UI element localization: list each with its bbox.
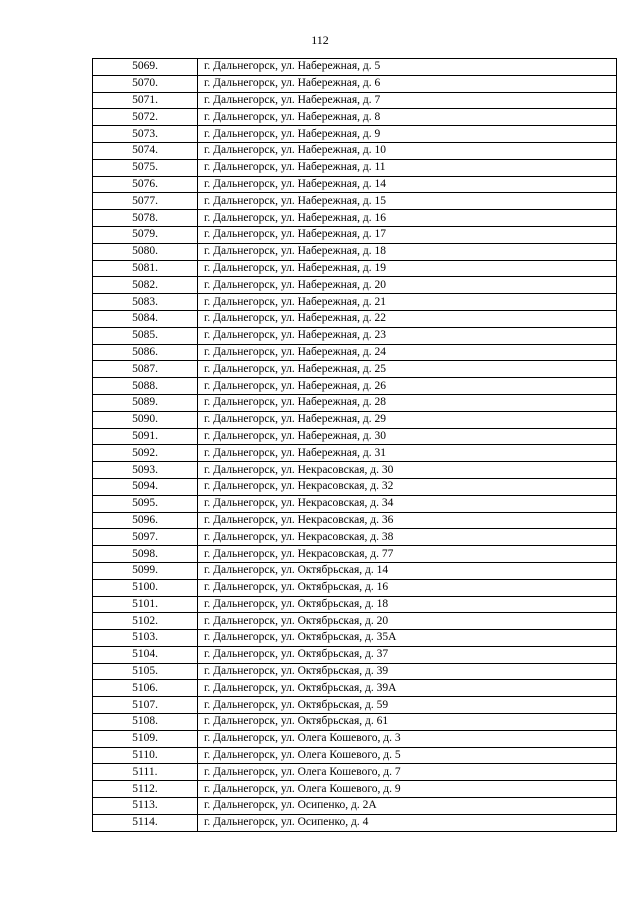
row-number-cell: 5097.: [93, 529, 198, 546]
row-number-cell: 5110.: [93, 747, 198, 764]
row-number-cell: 5109.: [93, 730, 198, 747]
row-number-cell: 5088.: [93, 378, 198, 395]
address-cell: г. Дальнегорск, ул. Осипенко, д. 4: [198, 814, 617, 831]
address-cell: г. Дальнегорск, ул. Набережная, д. 15: [198, 193, 617, 210]
row-number-cell: 5074.: [93, 142, 198, 159]
row-number-cell: 5085.: [93, 327, 198, 344]
row-number-cell: 5090.: [93, 411, 198, 428]
address-cell: г. Дальнегорск, ул. Октябрьская, д. 18: [198, 596, 617, 613]
address-registry-table: [92, 58, 617, 832]
table-row: [93, 680, 617, 697]
table-row: [93, 92, 617, 109]
address-cell: г. Дальнегорск, ул. Набережная, д. 9: [198, 126, 617, 143]
table-row: [93, 613, 617, 630]
table-row: [93, 546, 617, 563]
address-cell: г. Дальнегорск, ул. Набережная, д. 11: [198, 159, 617, 176]
table-row: [93, 75, 617, 92]
table-row: [93, 210, 617, 227]
table-row: [93, 814, 617, 831]
row-number-cell: 5080.: [93, 243, 198, 260]
table-row: [93, 176, 617, 193]
address-cell: г. Дальнегорск, ул. Октябрьская, д. 37: [198, 646, 617, 663]
address-cell: г. Дальнегорск, ул. Октябрьская, д. 35А: [198, 630, 617, 647]
table-row: [93, 159, 617, 176]
table-row: [93, 411, 617, 428]
table-row: [93, 663, 617, 680]
address-cell: г. Дальнегорск, ул. Некрасовская, д. 36: [198, 512, 617, 529]
table-row: [93, 327, 617, 344]
table-row: [93, 747, 617, 764]
row-number-cell: 5078.: [93, 210, 198, 227]
address-cell: г. Дальнегорск, ул. Некрасовская, д. 38: [198, 529, 617, 546]
row-number-cell: 5106.: [93, 680, 198, 697]
row-number-cell: 5069.: [93, 59, 198, 76]
address-cell: г. Дальнегорск, ул. Набережная, д. 16: [198, 210, 617, 227]
table-row: [93, 478, 617, 495]
table-row: [93, 243, 617, 260]
row-number-cell: 5075.: [93, 159, 198, 176]
address-cell: г. Дальнегорск, ул. Набережная, д. 24: [198, 344, 617, 361]
address-cell: г. Дальнегорск, ул. Набережная, д. 20: [198, 277, 617, 294]
registry-table-body: [93, 59, 617, 832]
row-number-cell: 5089.: [93, 394, 198, 411]
address-cell: г. Дальнегорск, ул. Набережная, д. 29: [198, 411, 617, 428]
address-cell: г. Дальнегорск, ул. Осипенко, д. 2А: [198, 798, 617, 815]
address-cell: г. Дальнегорск, ул. Набережная, д. 5: [198, 59, 617, 76]
address-cell: г. Дальнегорск, ул. Октябрьская, д. 20: [198, 613, 617, 630]
address-cell: г. Дальнегорск, ул. Октябрьская, д. 59: [198, 697, 617, 714]
row-number-cell: 5103.: [93, 630, 198, 647]
table-row: [93, 764, 617, 781]
row-number-cell: 5113.: [93, 798, 198, 815]
table-row: [93, 142, 617, 159]
address-cell: г. Дальнегорск, ул. Набережная, д. 21: [198, 294, 617, 311]
table-row: [93, 495, 617, 512]
table-row: [93, 798, 617, 815]
row-number-cell: 5105.: [93, 663, 198, 680]
row-number-cell: 5114.: [93, 814, 198, 831]
table-row: [93, 428, 617, 445]
row-number-cell: 5084.: [93, 310, 198, 327]
row-number-cell: 5101.: [93, 596, 198, 613]
table-row: [93, 344, 617, 361]
address-cell: г. Дальнегорск, ул. Некрасовская, д. 32: [198, 478, 617, 495]
row-number-cell: 5092.: [93, 445, 198, 462]
address-cell: г. Дальнегорск, ул. Набережная, д. 30: [198, 428, 617, 445]
row-number-cell: 5102.: [93, 613, 198, 630]
row-number-cell: 5077.: [93, 193, 198, 210]
table-row: [93, 462, 617, 479]
address-cell: г. Дальнегорск, ул. Олега Кошевого, д. 9: [198, 781, 617, 798]
row-number-cell: 5108.: [93, 714, 198, 731]
address-cell: г. Дальнегорск, ул. Набережная, д. 17: [198, 226, 617, 243]
table-row: [93, 294, 617, 311]
table-row: [93, 59, 617, 76]
row-number-cell: 5098.: [93, 546, 198, 563]
address-cell: г. Дальнегорск, ул. Некрасовская, д. 30: [198, 462, 617, 479]
row-number-cell: 5081.: [93, 260, 198, 277]
row-number-cell: 5082.: [93, 277, 198, 294]
address-cell: г. Дальнегорск, ул. Набережная, д. 23: [198, 327, 617, 344]
address-cell: г. Дальнегорск, ул. Набережная, д. 26: [198, 378, 617, 395]
address-cell: г. Дальнегорск, ул. Олега Кошевого, д. 3: [198, 730, 617, 747]
table-row: [93, 512, 617, 529]
table-row: [93, 562, 617, 579]
address-cell: г. Дальнегорск, ул. Набережная, д. 14: [198, 176, 617, 193]
row-number-cell: 5072.: [93, 109, 198, 126]
address-cell: г. Дальнегорск, ул. Октябрьская, д. 39: [198, 663, 617, 680]
address-cell: г. Дальнегорск, ул. Октябрьская, д. 61: [198, 714, 617, 731]
address-cell: г. Дальнегорск, ул. Набережная, д. 19: [198, 260, 617, 277]
row-number-cell: 5070.: [93, 75, 198, 92]
row-number-cell: 5096.: [93, 512, 198, 529]
table-row: [93, 697, 617, 714]
address-cell: г. Дальнегорск, ул. Набережная, д. 28: [198, 394, 617, 411]
table-row: [93, 226, 617, 243]
row-number-cell: 5087.: [93, 361, 198, 378]
table-row: [93, 781, 617, 798]
table-row: [93, 126, 617, 143]
row-number-cell: 5079.: [93, 226, 198, 243]
table-row: [93, 361, 617, 378]
table-row: [93, 260, 617, 277]
address-cell: г. Дальнегорск, ул. Некрасовская, д. 34: [198, 495, 617, 512]
address-cell: г. Дальнегорск, ул. Олега Кошевого, д. 7: [198, 764, 617, 781]
table-row: [93, 193, 617, 210]
table-row: [93, 445, 617, 462]
address-cell: г. Дальнегорск, ул. Октябрьская, д. 39А: [198, 680, 617, 697]
address-cell: г. Дальнегорск, ул. Набережная, д. 7: [198, 92, 617, 109]
page-number: 112: [311, 33, 329, 47]
address-cell: г. Дальнегорск, ул. Олега Кошевого, д. 5: [198, 747, 617, 764]
row-number-cell: 5112.: [93, 781, 198, 798]
table-row: [93, 714, 617, 731]
table-row: [93, 529, 617, 546]
table-row: [93, 394, 617, 411]
row-number-cell: 5091.: [93, 428, 198, 445]
address-cell: г. Дальнегорск, ул. Октябрьская, д. 14: [198, 562, 617, 579]
address-cell: г. Дальнегорск, ул. Набережная, д. 25: [198, 361, 617, 378]
table-row: [93, 277, 617, 294]
table-row: [93, 109, 617, 126]
address-cell: г. Дальнегорск, ул. Набережная, д. 31: [198, 445, 617, 462]
row-number-cell: 5111.: [93, 764, 198, 781]
table-row: [93, 378, 617, 395]
address-cell: г. Дальнегорск, ул. Октябрьская, д. 16: [198, 579, 617, 596]
row-number-cell: 5093.: [93, 462, 198, 479]
row-number-cell: 5107.: [93, 697, 198, 714]
table-row: [93, 630, 617, 647]
row-number-cell: 5076.: [93, 176, 198, 193]
row-number-cell: 5099.: [93, 562, 198, 579]
row-number-cell: 5083.: [93, 294, 198, 311]
table-row: [93, 646, 617, 663]
row-number-cell: 5086.: [93, 344, 198, 361]
address-cell: г. Дальнегорск, ул. Набережная, д. 8: [198, 109, 617, 126]
address-cell: г. Дальнегорск, ул. Набережная, д. 22: [198, 310, 617, 327]
table-row: [93, 579, 617, 596]
table-row: [93, 596, 617, 613]
row-number-cell: 5094.: [93, 478, 198, 495]
address-cell: г. Дальнегорск, ул. Некрасовская, д. 77: [198, 546, 617, 563]
address-cell: г. Дальнегорск, ул. Набережная, д. 18: [198, 243, 617, 260]
table-row: [93, 310, 617, 327]
row-number-cell: 5095.: [93, 495, 198, 512]
row-number-cell: 5104.: [93, 646, 198, 663]
row-number-cell: 5100.: [93, 579, 198, 596]
table-row: [93, 730, 617, 747]
address-cell: г. Дальнегорск, ул. Набережная, д. 10: [198, 142, 617, 159]
row-number-cell: 5071.: [93, 92, 198, 109]
address-cell: г. Дальнегорск, ул. Набережная, д. 6: [198, 75, 617, 92]
row-number-cell: 5073.: [93, 126, 198, 143]
